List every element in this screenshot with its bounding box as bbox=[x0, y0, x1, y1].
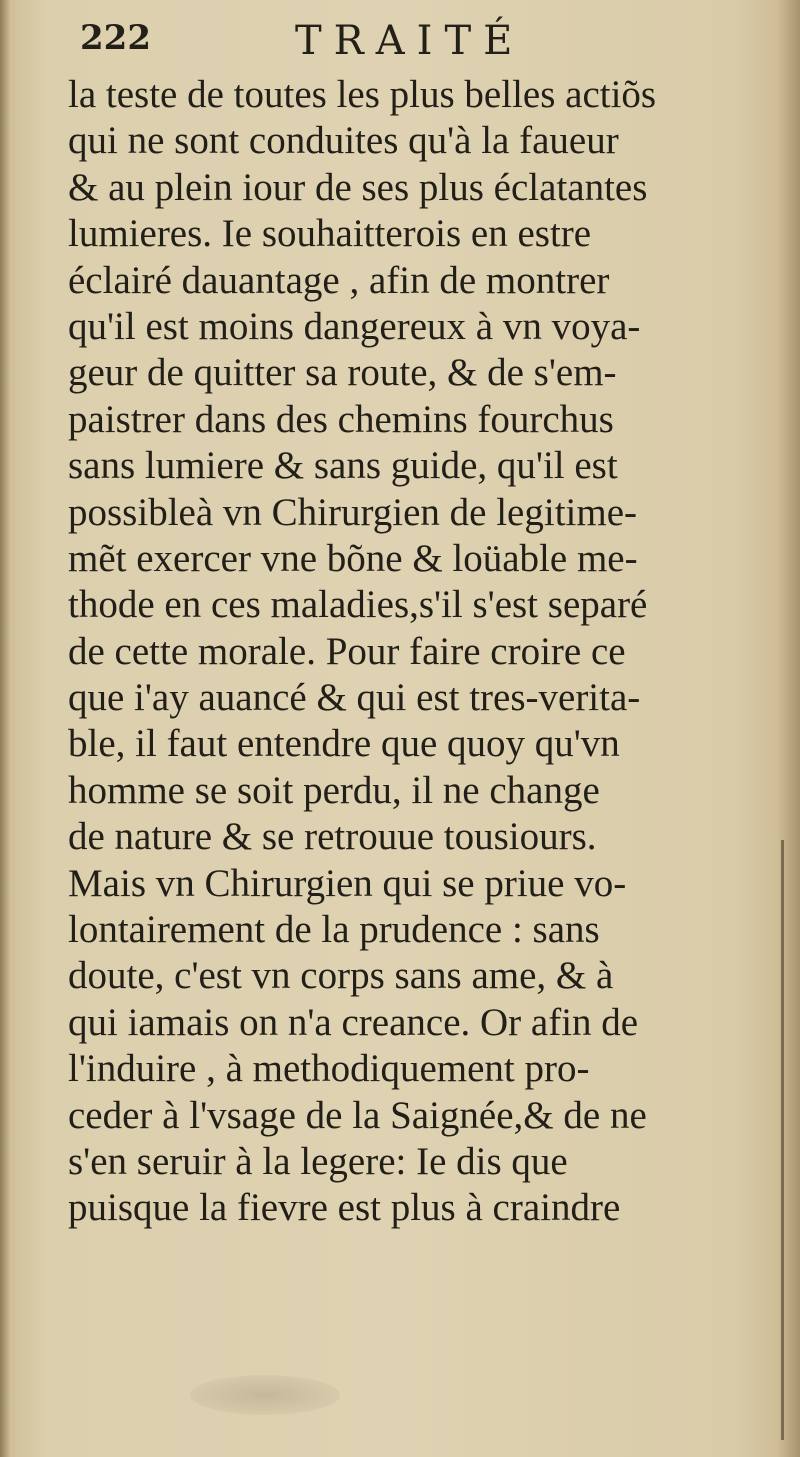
text-line: qu'il est moins dangereux à vn voya- bbox=[68, 304, 641, 348]
text-line: de nature & se retrouue tousiours. bbox=[68, 815, 597, 859]
text-line: qui iamais on n'a creance. Or afin de bbox=[68, 1000, 639, 1044]
text-line: & au plein iour de ses plus éclatantes bbox=[68, 165, 648, 209]
text-line: de cette morale. Pour faire croire ce bbox=[68, 629, 626, 673]
text-line: sans lumiere & sans guide, qu'il est bbox=[68, 444, 618, 488]
text-line: possibleà vn Chirurgien de legitime- bbox=[68, 490, 638, 534]
text-line: ble, il faut entendre que quoy qu'vn bbox=[68, 722, 620, 766]
text-line: la teste de toutes les plus belles actiõs bbox=[68, 73, 657, 116]
text-line: mẽt exercer vne bõne & loüable me- bbox=[68, 536, 638, 580]
text-line: s'en seruir à la legere: Ie dis que bbox=[68, 1139, 568, 1183]
page-number: 222 bbox=[80, 18, 151, 58]
paper-smudge bbox=[190, 1375, 340, 1415]
text-line: lumieres. Ie souhaitterois en estre bbox=[68, 212, 592, 256]
text-line: paistrer dans des chemins fourchus bbox=[68, 397, 614, 441]
text-line: éclairé dauantage , afin de montrer bbox=[68, 258, 610, 302]
body-text bbox=[68, 72, 786, 1232]
running-title: TRAITÉ bbox=[295, 18, 525, 64]
page-left-edge bbox=[0, 0, 10, 1457]
text-line: thode en ces maladies,s'il s'est separé bbox=[68, 583, 648, 627]
text-line: que i'ay auancé & qui est tres-verita- bbox=[68, 676, 641, 720]
running-head bbox=[80, 18, 760, 74]
text-line: qui ne sont conduites qu'à la faueur bbox=[68, 119, 619, 163]
text-line: ceder à l'vsage de la Saignée,& de ne bbox=[68, 1093, 647, 1137]
text-line: puisque la fievre est plus à craindre bbox=[68, 1186, 621, 1230]
text-line: doute, c'est vn corps sans ame, & à bbox=[68, 954, 614, 998]
text-line: Mais vn Chirurgien qui se priue vo- bbox=[68, 861, 627, 905]
text-line: l'induire , à methodiquement pro- bbox=[68, 1047, 590, 1091]
text-line: geur de quitter sa route, & de s'em- bbox=[68, 351, 617, 395]
text-line: homme se soit perdu, il ne change bbox=[68, 768, 600, 812]
text-line: lontairement de la prudence : sans bbox=[68, 908, 600, 952]
